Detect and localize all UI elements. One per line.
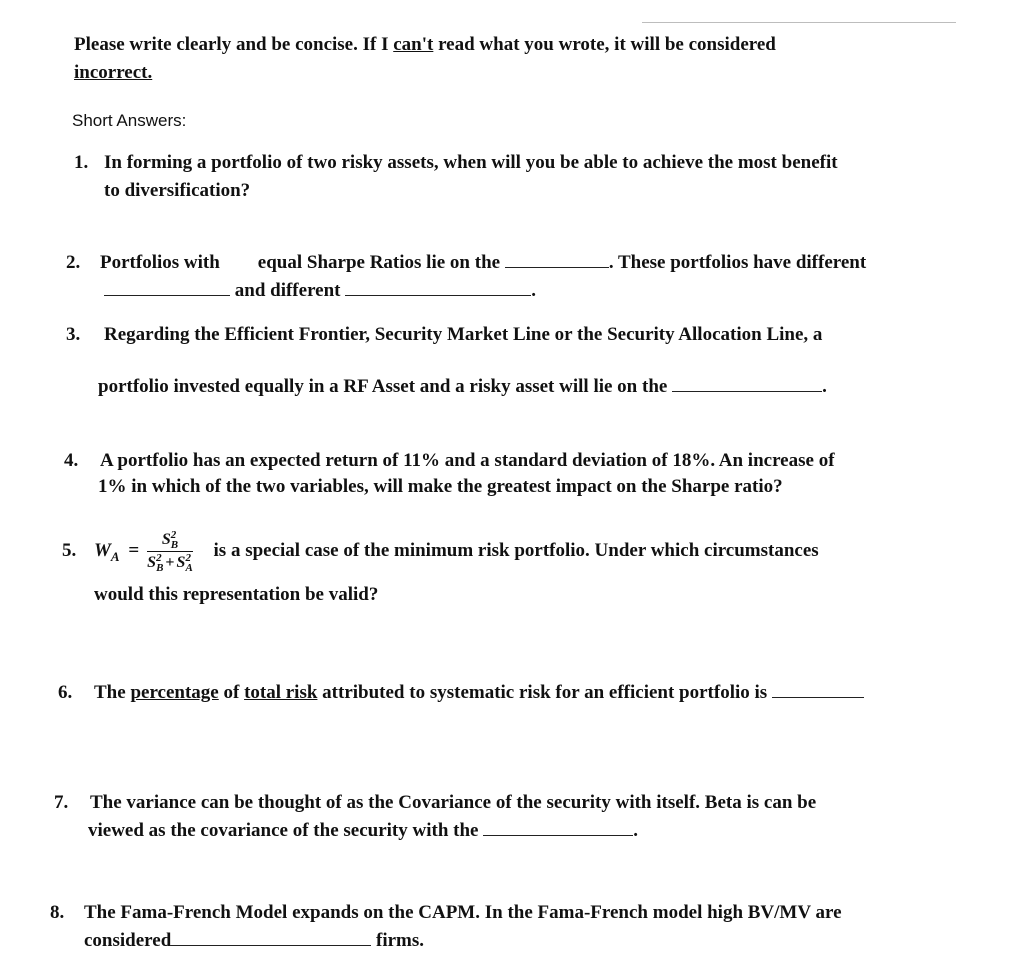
q3-blank[interactable] [672,377,822,392]
q5-line-2: would this representation be valid? [94,584,379,605]
question-3: 3. Regarding the Efficient Frontier, Security Market Line or the Security Allocation Line, a [66,324,823,345]
question-8: 8. The Fama-French Model expands on the CAPM. In the Fama-French model high BV/MV are [50,902,842,923]
q7-number: 7. [54,792,69,813]
section-title: Short Answers: [72,111,187,130]
q5-denominator: S2 B + S2 A [147,552,193,575]
instructions-line-1: Please write clearly and be concise. If I can't read what you wrote, it will be considered [74,34,776,55]
q7-line-2: viewed as the covariance of the security with the . [88,820,638,841]
top-rule [642,22,956,23]
q2-line-2: and different . [104,280,536,302]
question-2: 2. Portfolios with equal Sharpe Ratios lie on the . These portfolios have different [66,252,867,273]
q2-blank-2[interactable] [104,281,230,296]
q5-number: 5. [62,540,77,561]
q1-number: 1. [74,152,89,173]
q8-line-2: considered firms. [84,930,425,951]
question-5: 5. $W_A$ = S2 B S2 B + S2 A is a special case of the minimum risk portfolio. Under which circumstances [62,529,819,575]
q7-blank[interactable] [483,821,633,836]
q4-number: 4. [64,450,79,471]
q6-blank[interactable] [772,683,864,698]
total-risk-underlined: total risk [244,682,318,703]
q2-number: 2. [66,252,81,273]
q1-line-2: to diversification? [104,180,251,201]
instructions-line-2: incorrect. [74,62,153,83]
question-6: 6. The percentage of total risk attributed to systematic risk for an efficient portfolio is [58,682,864,704]
q5-lhs: $W_A$ [94,540,120,564]
percentage-underlined: percentage [130,682,219,703]
question-7: 7. The variance can be thought of as the Covariance of the security with itself. Beta is can be [54,792,817,813]
q5-formula-fraction [147,530,193,573]
q6-number: 6. [58,682,73,703]
q4-line-2: 1% in which of the two variables, will make the greatest impact on the Sharpe ratio? [98,476,783,497]
cant-underlined: can't [393,34,434,55]
q2-blank-1[interactable] [505,253,609,268]
q8-blank[interactable] [171,931,371,946]
q5-numerator: S2 B [147,530,193,552]
q3-line-2: portfolio invested equally in a RF Asset and a risky asset will lie on the . [98,376,827,397]
question-1: 1. In forming a portfolio of two risky assets, when will you be able to achieve the most benefit [74,152,838,173]
q2-blank-3[interactable] [345,281,531,296]
question-4: 4. A portfolio has an expected return of 11% and a standard deviation of 18%. An increase of [64,450,835,471]
q3-number: 3. [66,324,81,345]
q8-number: 8. [50,902,65,923]
